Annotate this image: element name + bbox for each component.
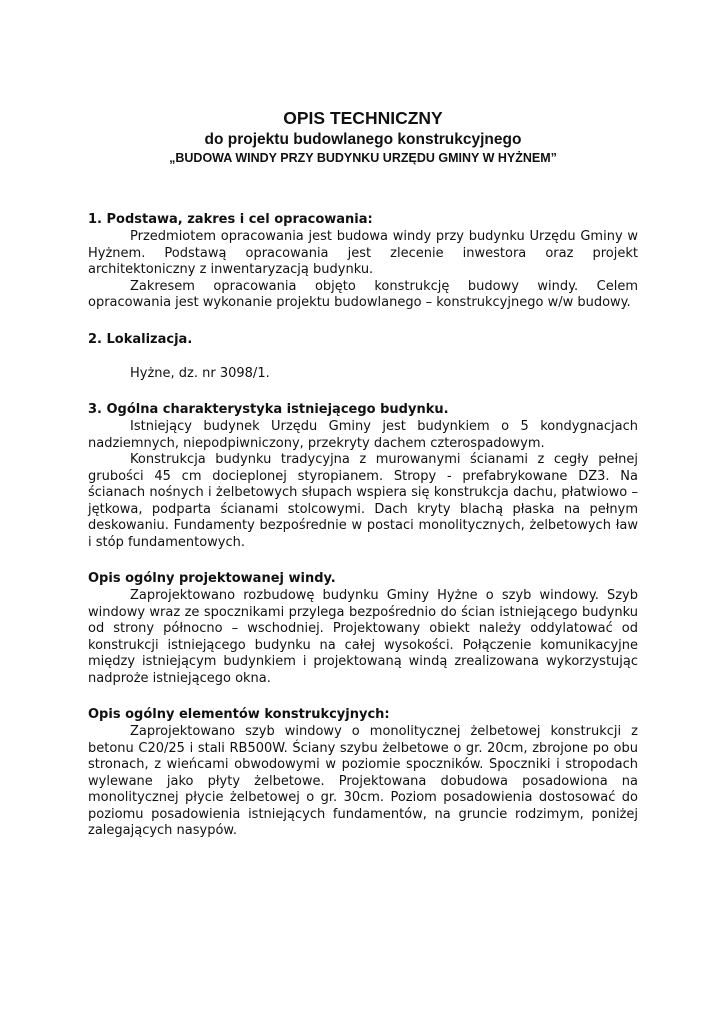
paragraph: Istniejący budynek Urzędu Gminy jest budynkiem o 5 kondygnacjach nadziemnych, niepodpiwniczony, przekryty dachem czterospadowym. (88, 419, 638, 451)
section-heading: 2. Lokalizacja. (88, 331, 193, 347)
paragraph: Przedmiotem opracowania jest budowa windy przy budynku Urzędu Gminy w Hyżnem. Podstawą opracowania jest zlecenie inwestora oraz projekt architektoniczny z inwentaryzacją budynku. (88, 229, 638, 277)
section-basis-scope (88, 211, 638, 312)
section-heading: 1. Podstawa, zakres i cel opracowania: (88, 212, 373, 227)
paragraph: Zaprojektowano rozbudowę budynku Gminy Hyżne o szyb windowy. Szyb windowy wraz ze spocznikami przylega bezpośrednio do ścian istniejącego budynku od strony północno – wschodniej. Projektowany obiekt należy oddylatować od konstrukcji istniejącego budynku na całej wysokości. Połączenie komunikacyjne między istniejącym budynkiem i projektowaną windą zrealizowana wykorzystując nadproże istniejącego okna. (88, 588, 638, 686)
paragraph: Hyżne, dz. nr 3098/1. (130, 365, 270, 381)
document-page (88, 106, 638, 859)
section-location (88, 331, 638, 383)
paragraph: Zaprojektowano szyb windowy o monolitycznej żelbetowej konstrukcji z betonu C20/25 i stali RB500W. Ściany szybu żelbetowe o gr. 20cm, zbrojone po obu stronach, z wieńcami obwodowymi w poziomie spoczników. Spoczniki i stropodach wylewane jako płyty żelbetowe. Projektowana dobudowa posadowiona na monolitycznej płycie żelbetowej o gr. 30cm. Poziom posadowienia dostosować do poziomu posadowienia istniejących fundamentów, na gruncie rodzimym, poniżej zalegających nasypów. (88, 724, 638, 838)
section-heading: Opis ogólny elementów konstrukcyjnych: (88, 707, 390, 722)
document-subtitle: do projektu budowlanego konstrukcyjnego (204, 131, 522, 148)
section-structural-elements (88, 706, 638, 840)
title-block (88, 106, 638, 167)
paragraph: Konstrukcja budynku tradycyjna z murowanymi ścianami z cegły pełnej grubości 45 cm docieplonej styropianem. Stropy - prefabrykowane DZ3. Na ścianach nośnych i żelbetowych słupach wspiera się konstrukcja dachu, płatwiowo – jętkowa, podparta ścianami stolcowymi. Dach kryty blachą płaska na pełnym deskowaniu. Fundamenty bezpośrednie w postaci monolitycznych, żelbetowych ław i stóp fundamentowych. (88, 452, 638, 550)
section-heading: Opis ogólny projektowanej windy. (88, 571, 336, 586)
project-name: „BUDOWA WINDY PRZY BUDYNKU URZĘDU GMINY W HYŻNEM” (169, 151, 557, 165)
paragraph: Zakresem opracowania objęto konstrukcję budowy windy. Celem opracowania jest wykonanie projektu budowlanego – konstrukcyjnego w/w budowy. (88, 278, 638, 310)
section-existing-building (88, 401, 638, 551)
section-heading: 3. Ogólna charakterystyka istniejącego budynku. (88, 402, 449, 417)
section-elevator-description (88, 570, 638, 687)
document-title: OPIS TECHNICZNY (283, 108, 443, 128)
